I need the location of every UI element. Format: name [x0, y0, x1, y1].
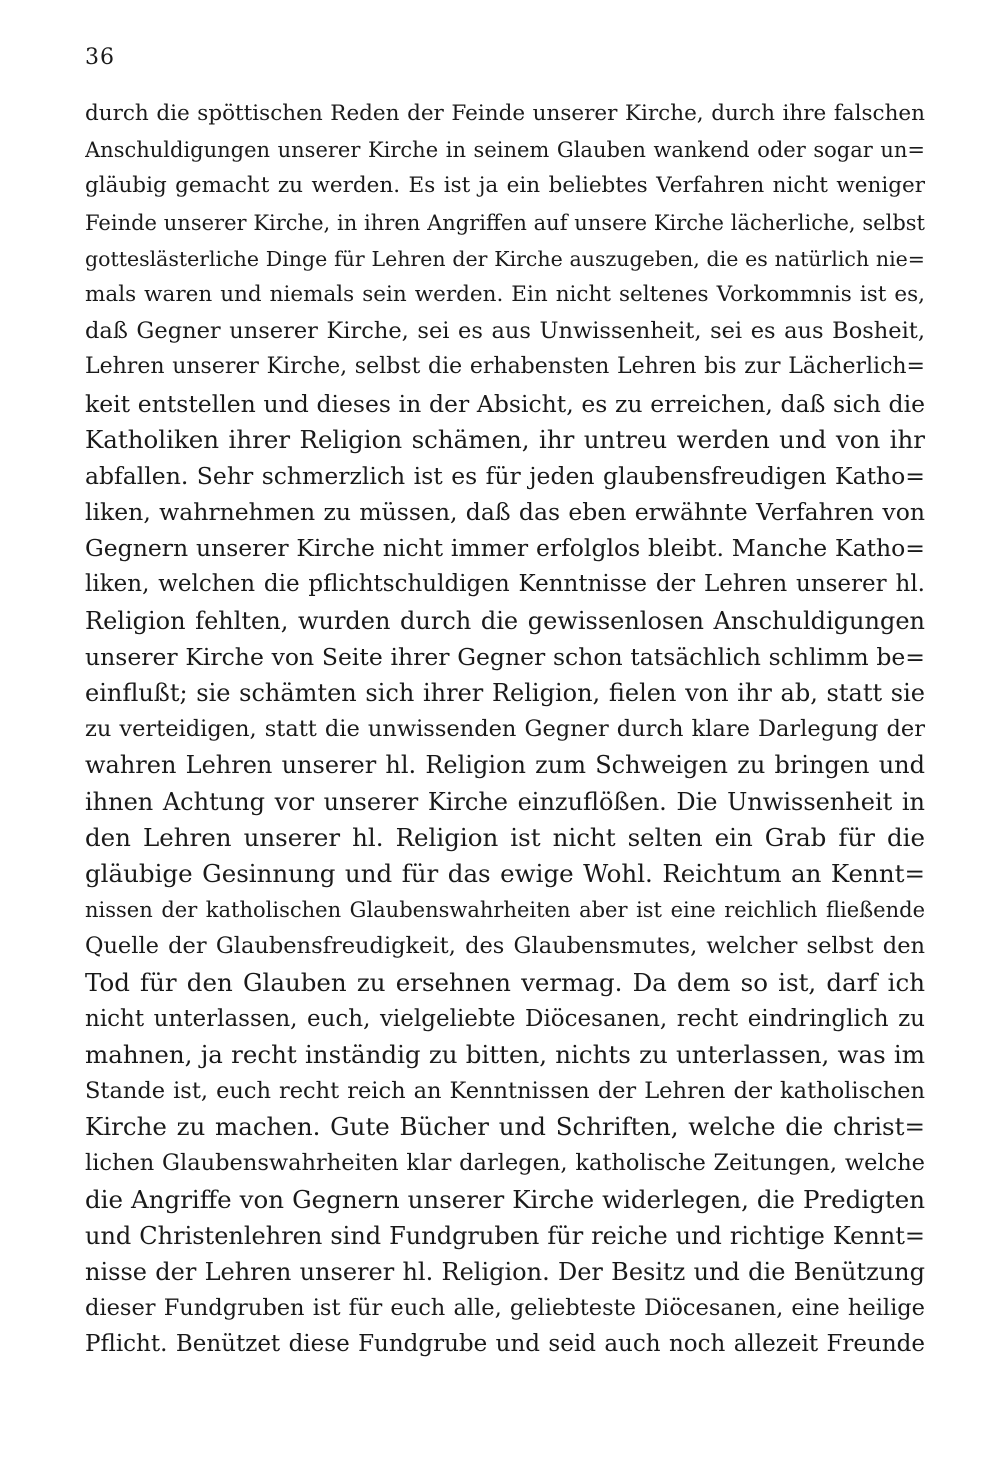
- text-line: ihnen Achtung vor unserer Kirche einzuflößen. Die Unwissenheit in: [85, 787, 925, 816]
- text-line: nisse der Lehren unserer hl. Religion. Der Besitz und die Benützung: [85, 1258, 925, 1286]
- text-line: Kirche zu machen. Gute Bücher und Schriften, welche die christ=: [85, 1112, 925, 1142]
- text-line: einflußt; sie schämten sich ihrer Religion, fielen von ihr ab, statt sie: [85, 679, 925, 707]
- text-line: Gegnern unserer Kirche nicht immer erfolglos bleibt. Manche Katho=: [85, 534, 925, 563]
- text-line: Stande ist, euch recht reich an Kenntnissen der Lehren der katholischen: [85, 1078, 925, 1105]
- text-line: Katholiken ihrer Religion schämen, ihr untreu werden und von ihr: [85, 424, 925, 454]
- text-line: mals waren und niemals sein werden. Ein nicht seltenes Vorkommnis ist es,: [85, 281, 925, 307]
- text-line: gotteslästerliche Dinge für Lehren der Kirche auszugeben, die es natürlich nie=: [85, 246, 925, 271]
- text-line: liken, welchen die pflichtschuldigen Kenntnisse der Lehren unserer hl.: [85, 571, 925, 598]
- text-line: gläubige Gesinnung und für das ewige Wohl. Reichtum an Kennt=: [85, 858, 925, 888]
- text-line: abfallen. Sehr schmerzlich ist es für jeden glaubensfreudigen Katho=: [85, 461, 925, 490]
- text-line: nicht unterlassen, euch, vielgeliebte Diöcesanen, recht eindringlich zu: [85, 1005, 925, 1032]
- text-line: Quelle der Glaubensfreudigkeit, des Glaubensmutes, welcher selbst den: [85, 933, 925, 960]
- text-line: Anschuldigungen unserer Kirche in seinem Glauben wankend oder sogar un=: [85, 138, 925, 163]
- text-line: lichen Glaubenswahrheiten klar darlegen, katholische Zeitungen, welche: [85, 1150, 925, 1177]
- text-line: die Angriffe von Gegnern unserer Kirche widerlegen, die Predigten: [85, 1184, 925, 1214]
- text-line: nissen der katholischen Glaubenswahrheiten aber ist eine reichlich fließende: [85, 898, 925, 923]
- text-line: mahnen, ja recht inständig zu bitten, nichts zu unterlassen, was im: [85, 1039, 925, 1069]
- page-number: 36: [85, 45, 115, 70]
- body-text: [85, 96, 925, 1363]
- text-line: Religion fehlten, wurden durch die gewissenlosen Anschuldigungen: [85, 606, 925, 635]
- text-line: daß Gegner unserer Kirche, sei es aus Unwissenheit, sei es aus Bosheit,: [85, 318, 925, 345]
- text-line: Tod für den Glauben zu ersehnen vermag. Da dem so ist, darf ich: [85, 967, 925, 997]
- text-line: zu verteidigen, statt die unwissenden Gegner durch klare Darlegung der: [85, 716, 925, 743]
- text-line: wahren Lehren unserer hl. Religion zum Schweigen zu bringen und: [85, 751, 925, 780]
- text-line: durch die spöttischen Reden der Feinde unserer Kirche, durch ihre falschen: [85, 101, 925, 126]
- text-line: Lehren unserer Kirche, selbst die erhabensten Lehren bis zur Lächerlich=: [85, 354, 925, 380]
- text-line: und Christenlehren sind Fundgruben für reiche und richtige Kennt=: [85, 1221, 925, 1250]
- text-line: den Lehren unserer hl. Religion ist nicht selten ein Grab für die: [85, 822, 925, 852]
- text-line: dieser Fundgruben ist für euch alle, geliebteste Diöcesanen, eine heilige: [85, 1295, 925, 1322]
- text-line: Pflicht. Benützet diese Fundgrube und seid auch noch allezeit Freunde: [85, 1331, 925, 1358]
- text-line: keit entstellen und dieses in der Absicht, es zu erreichen, daß sich die: [85, 389, 925, 418]
- text-line: liken, wahrnehmen zu müssen, daß das eben erwähnte Verfahren von: [85, 498, 925, 527]
- text-line: gläubig gemacht zu werden. Es ist ja ein beliebtes Verfahren nicht weniger: [85, 173, 925, 199]
- text-line: unserer Kirche von Seite ihrer Gegner schon tatsächlich schlimm be=: [85, 642, 925, 671]
- text-line: Feinde unserer Kirche, in ihren Angriffen auf unsere Kirche lächerliche, selbst: [85, 210, 925, 235]
